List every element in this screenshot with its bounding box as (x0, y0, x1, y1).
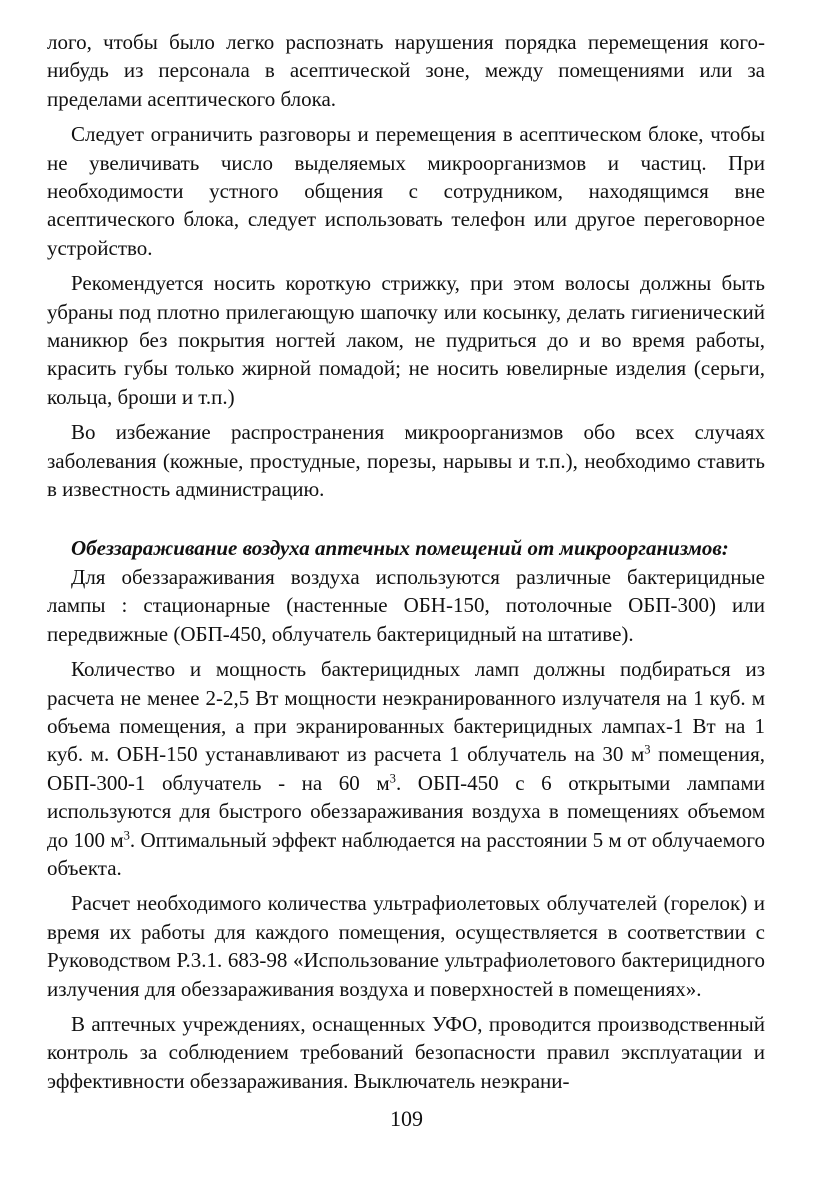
page-number: 109 (390, 1106, 423, 1131)
superscript-cube: 3 (123, 828, 130, 843)
page-body (47, 28, 765, 1102)
superscript-cube: 3 (644, 742, 651, 757)
paragraph-conversations: Следует ограничить разговоры и перемещения в асептическом блоке, чтобы не увеличивать число выделяемых микроорганизмов и частиц. При необходимости устного общения с сотрудником, находящимся вне асептического блока, следует использовать телефон или другое переговорное устройство. (47, 122, 765, 260)
paragraph-continuation: лого, чтобы было легко распознать нарушения порядка перемещения кого-нибудь из персонала в асептической зоне, между помещениями или за пределами асептического блока. (47, 30, 765, 111)
paragraph-uv-calculation: Расчет необходимого количества ультрафиолетовых облучателей (горелок) и время их работы для каждого помещения, осуществляется в соответствии с Руководством Р.3.1. 683-98 «Использование ультрафиолетового бактерицидного излучения для обеззараживания воздуха и поверхностей в помещениях». (47, 891, 765, 1001)
paragraph-hygiene: Рекомендуется носить короткую стрижку, при этом волосы должны быть убраны под плотно прилегающую шапочку или косынку, делать гигиенический маникюр без покрытия ногтей лаком, не пудриться до и во время работы, красить губы только жирной помадой; не носить ювелирные изделия (серьги, кольца, броши и т.п.) (47, 271, 765, 409)
paragraph-lamps: Для обеззараживания воздуха используются различные бактерицидные лампы : стационарные (настенные ОБН-150, потолочные ОБП-300) или передвижные (ОБП-450, облучатель бактерицидный на штативе). (47, 564, 765, 646)
paragraph-illness-report: Во избежание распространения микроорганизмов обо всех случаях заболевания (кожные, простудные, порезы, нарывы и т.п.), необходимо ставить в известность администрацию. (47, 420, 765, 502)
paragraph-lamp-power: Количество и мощность бактерицидных ламп должны подбираться из расчета не менее 2-2,5 Вт мощности неэкранированного излучателя на 1 куб. м объема помещения, а при экранированных бактерицидных лампах-1 Вт на 1 куб. м. ОБН-150 устанавливают из расчета 1 облучатель на 30 $м^3$ помещения, ОБП-300-1 облучатель - на 60 $м^3$. ОБП-450 с 6 открытыми лампами используются для быстрого обеззараживания воздуха в помещениях объемом до 100 $м^3$. Оптимальный эффект наблюдается на расстоянии 5 м от облучаемого объекта. (47, 657, 765, 880)
superscript-cube: 3 (389, 771, 396, 786)
paragraph-production-control: В аптечных учреждениях, оснащенных УФО, проводится производственный контроль за соблюдением требований безопасности правил эксплуатации и эффективности обеззараживания. Выключатель неэкрани- (47, 1012, 765, 1093)
section-heading: Обеззараживание воздуха аптечных помещений от микроорганизмов: (71, 535, 729, 560)
